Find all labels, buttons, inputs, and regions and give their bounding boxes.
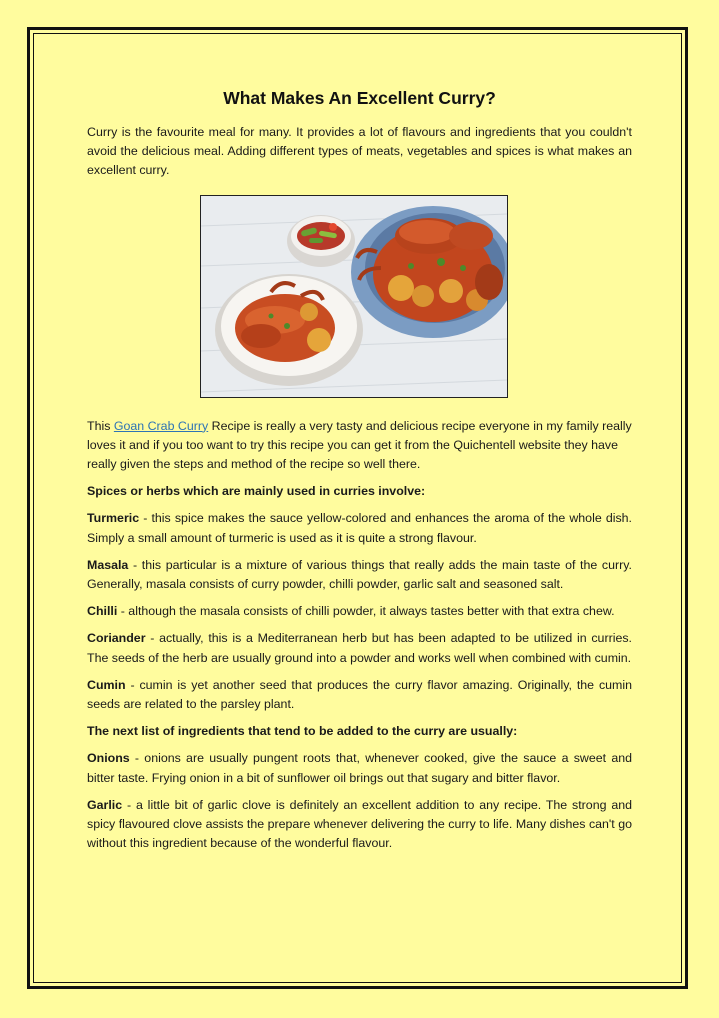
ingredient-description: - onions are usually pungent roots that, whenever cooked, give the sauce a sweet and bitter taste. Frying onion in a bit of sunflower oil brings out that sugary and bitter flavor. bbox=[87, 751, 632, 785]
spice-term: Masala bbox=[87, 557, 129, 572]
page-title: What Makes An Excellent Curry? bbox=[223, 88, 496, 108]
curry-photo bbox=[200, 195, 508, 398]
recipe-text-before: This bbox=[87, 418, 114, 433]
ingredient-term: Onions bbox=[87, 751, 130, 766]
spice-description: - this particular is a mixture of various things that really adds the main taste of the curry. Generally, masala consists of curry powder, chilli powder, garlic salt and seasoned salt. bbox=[87, 557, 632, 592]
recipe-text-after: Recipe is really a very tasty and delicious recipe everyone in my family really loves it and if you too want to try this recipe you can get it from the Quichentell website they have really given the steps and method of the recipe so well there. bbox=[87, 418, 632, 472]
ingredient-description: - a little bit of garlic clove is definitely an excellent addition to any recipe. The strong and spicy flavoured clove assists the prepare whenever delivering the curry to life. Many dishes can't go without this ingredient because of the wonderful flavour. bbox=[87, 797, 632, 851]
spice-chilli bbox=[87, 602, 632, 621]
spice-masala bbox=[87, 556, 632, 594]
spice-description: - cumin is yet another seed that produces the curry flavor amazing. Originally, the cumin seeds are related to the parsley plant. bbox=[87, 677, 632, 712]
spices-heading: Spices or herbs which are mainly used in curries involve: bbox=[87, 484, 426, 499]
recipe-paragraph bbox=[87, 417, 632, 475]
intro-paragraph: Curry is the favourite meal for many. It provides a lot of flavours and ingredients that you couldn't avoid the delicious meal. Adding different types of meats, vegetables and spices is what makes an excellent curry. bbox=[87, 125, 632, 178]
spice-cumin bbox=[87, 676, 632, 714]
spice-term: Coriander bbox=[87, 631, 146, 646]
spice-term: Chilli bbox=[87, 604, 118, 619]
crab-curry-image bbox=[201, 196, 507, 397]
spice-description: - although the masala consists of chilli powder, it always tastes better with that extra chew. bbox=[117, 604, 615, 619]
spice-description: - actually, this is a Mediterranean herb but has been adapted to be utilized in curries. The seeds of the herb are usually ground into a powder and works well when combined with cumin. bbox=[87, 631, 632, 665]
goan-crab-curry-link[interactable]: Goan Crab Curry bbox=[113, 418, 209, 433]
spice-turmeric bbox=[87, 509, 632, 547]
spice-coriander bbox=[87, 629, 632, 667]
document-body bbox=[87, 88, 632, 861]
ingredient-term: Garlic bbox=[87, 797, 123, 812]
spice-description: - this spice makes the sauce yellow-colored and enhances the aroma of the whole dish. Simply a small amount of turmeric is used as it is quite a strong flavour. bbox=[87, 511, 632, 545]
ingredient-onions bbox=[87, 749, 632, 787]
ingredient-garlic bbox=[87, 796, 632, 854]
spice-term: Turmeric bbox=[87, 511, 140, 526]
spice-term: Cumin bbox=[87, 677, 126, 692]
ingredients-heading: The next list of ingredients that tend to be added to the curry are usually: bbox=[87, 724, 518, 739]
